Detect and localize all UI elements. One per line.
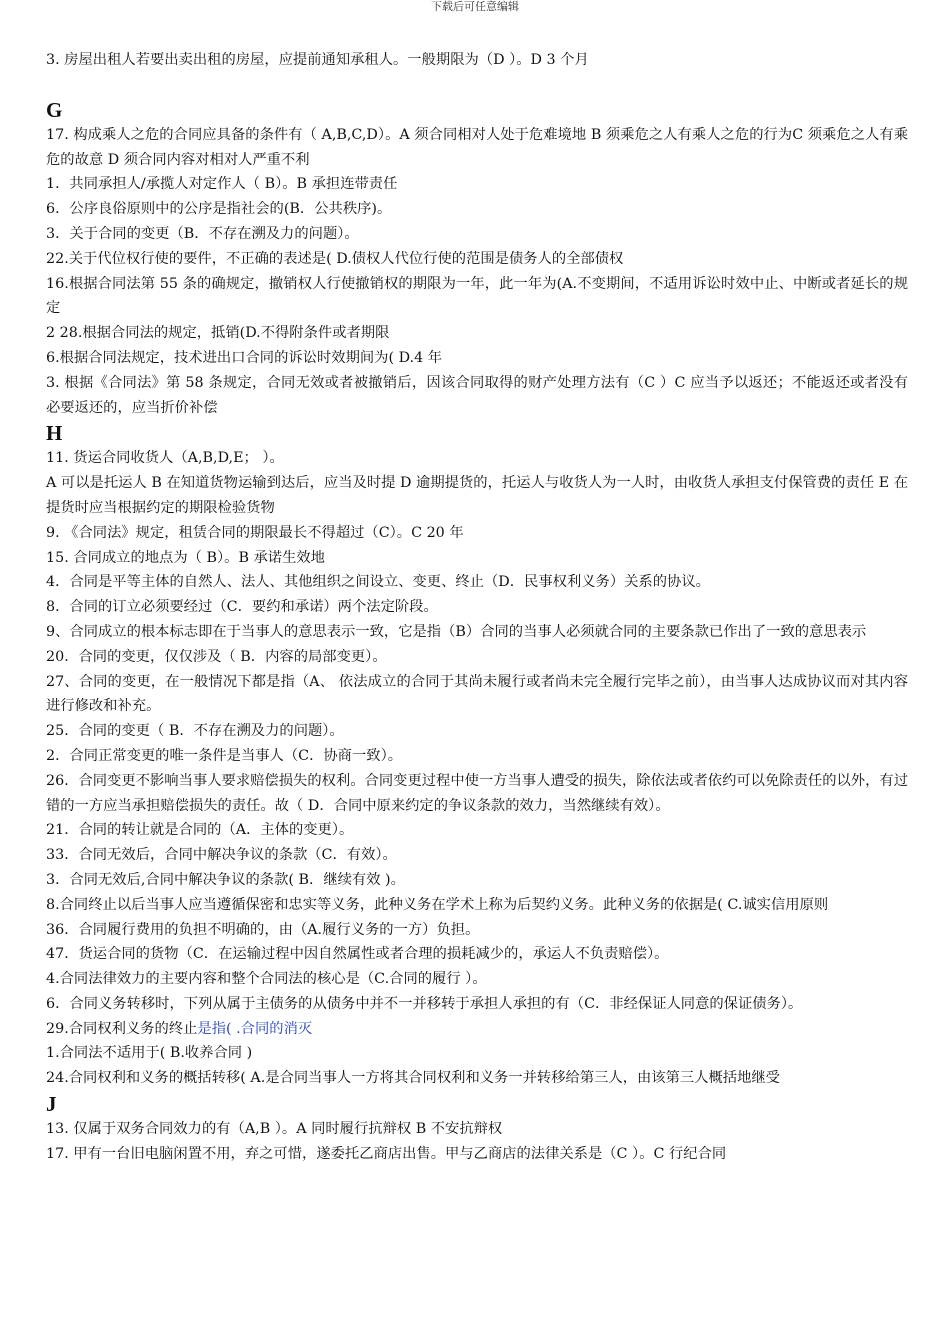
question-line: 2 28.根据合同法的规定，抵销(D.不得附条件或者期限 <box>46 325 390 342</box>
question-line: 15. 合同成立的地点为（ B）。B 承诺生效地 <box>46 549 325 566</box>
question-line: 33．合同无效后，合同中解决争议的条款（C．有效）。 <box>46 847 397 864</box>
question-line: 8.合同终止以后当事人应当遵循保密和忠实等义务，此种义务在学术上称为后契约义务。此种义务的依据是( C.诚实信用原则 <box>46 896 829 913</box>
question-line: 8．合同的订立必须要经过（C．要约和承诺）两个法定阶段。 <box>46 599 438 616</box>
question-line: 9、合同成立的根本标志即在于当事人的意思表示一致，它是指（B）合同的当事人必须就合同的主要条款已作出了一致的意思表示 <box>46 623 867 640</box>
question-line: 4．合同是平等主体的自然人、法人、其他组织之间设立、变更、终止（D．民事权利义务）关系的协议。 <box>46 574 710 591</box>
document-body <box>46 48 908 1167</box>
question-line: 3. 房屋出租人若要出卖出租的房屋，应提前通知承租人。一般期限为（D ）。D 3 个月 <box>46 52 589 68</box>
section-h-list-continued <box>46 1041 908 1091</box>
question-line <box>46 1017 908 1042</box>
section-heading-h: H <box>46 421 63 446</box>
question-line: 22.关于代位权行使的要件，不正确的表述是( D.债权人代位行使的范围是债务人的全部债权 <box>46 250 624 267</box>
question-line: 27、合同的变更，在一般情况下都是指（A、 依法成立的合同于其尚未履行或者尚未完全履行完毕之前），由当事人达成协议而对其内容进行修改和补充。 <box>46 673 908 715</box>
question-line: 11. 货运合同收货人（A,B,D,E； ）。 <box>46 450 284 467</box>
question-line: 17. 构成乘人之危的合同应具备的条件有（ A,B,C,D）。A 须合同相对人处于危难境地 B 须乘危之人有乘人之危的行为C 须乘危之人有乘危的故意 D 须合同内容对相对人严重不利 <box>46 126 908 168</box>
question-line: 1.合同法不适用于( B.收养合同 ) <box>46 1045 253 1062</box>
question-line: 21．合同的转让就是合同的（A．主体的变更）。 <box>46 822 354 839</box>
question-line: A 可以是托运人 B 在知道货物运输到达后，应当及时提 D 逾期提货的，托运人与收货人为一人时，由收货人承担支付保管费的责任 E 在提货时应当根据约定的期限检验货物 <box>46 475 908 516</box>
question-line: 3. 根据《合同法》第 58 条规定，合同无效或者被撤销后，因该合同取得的财产处理方法有（C ）C 应当予以返还；不能返还或者没有必要返还的，应当折价补偿 <box>46 374 908 416</box>
section-heading-j: J <box>46 1092 57 1117</box>
question-text: 29.合同权利义务的终止 <box>46 1020 198 1037</box>
section-j-list <box>46 1117 908 1167</box>
question-line: 24.合同权利和义务的概括转移( A.是合同当事人一方将其合同权利和义务一并转移给第三人，由该第三人概括地继受 <box>46 1070 780 1087</box>
question-line: 6.根据合同法规定，技术进出口合同的诉讼时效期间为( D.4 年 <box>46 349 443 366</box>
question-line: 26．合同变更不影响当事人要求赔偿损失的权利。合同变更过程中使一方当事人遭受的损失，除依法或者依约可以免除责任的以外，有过错的一方应当承担赔偿损失的责任。故（ D．合同中原来约定的争议条款的效力，当然继续有效）。 <box>46 772 908 814</box>
spacer <box>46 73 908 97</box>
highlighted-text: 是指( .合同的消灭 <box>197 1020 313 1037</box>
section-h-list <box>46 446 908 1016</box>
question-line: 17. 甲有一台旧电脑闲置不用，弃之可惜，遂委托乙商店出售。甲与乙商店的法律关系是（C ）。C 行纪合同 <box>46 1145 727 1162</box>
page-header: 下载后可任意编辑 <box>431 0 519 13</box>
question-line: 9. 《合同法》规定，租赁合同的期限最长不得超过（C）。C 20 年 <box>46 524 464 541</box>
section-heading-g: G <box>46 97 63 122</box>
question-line: 25．合同的变更（ B．不存在溯及力的问题）。 <box>46 723 344 740</box>
question-line: 2．合同正常变更的唯一条件是当事人（C．协商一致）。 <box>46 747 403 764</box>
question-line: 3．关于合同的变更（B．不存在溯及力的问题）。 <box>46 225 359 242</box>
question-line: 36．合同履行费用的负担不明确的，由（A.履行义务的一方）负担。 <box>46 921 480 938</box>
question-line: 16.根据合同法第 55 条的确规定，撤销权人行使撤销权的期限为一年，此一年为(A.不变期间，不适用诉讼时效中止、中断或者延长的规定 <box>46 275 908 317</box>
question-line: 3．合同无效后,合同中解决争议的条款( B．继续有效 )。 <box>46 871 405 888</box>
question-line: 1．共同承担人/承揽人对定作人（ B）。B 承担连带责任 <box>46 176 398 193</box>
question-line: 6．合同义务转移时，下列从属于主债务的从债务中并不一并移转于承担人承担的有（C．非经保证人同意的保证债务）。 <box>46 995 803 1012</box>
section-g-list <box>46 123 908 421</box>
question-line: 13. 仅属于双务合同效力的有（A,B ）。A 同时履行抗辩权 B 不安抗辩权 <box>46 1121 503 1138</box>
question-line: 20．合同的变更，仅仅涉及（ B．内容的局部变更）。 <box>46 648 387 665</box>
question-line: 47．货运合同的货物（C．在运输过程中因自然属性或者合理的损耗减少的，承运人不负责赔偿）。 <box>46 946 669 963</box>
question-line: 4.合同法律效力的主要内容和整个合同法的核心是（C.合同的履行 ）。 <box>46 971 487 988</box>
question-line: 6．公序良俗原则中的公序是指社会的(B．公共秩序)。 <box>46 201 392 218</box>
